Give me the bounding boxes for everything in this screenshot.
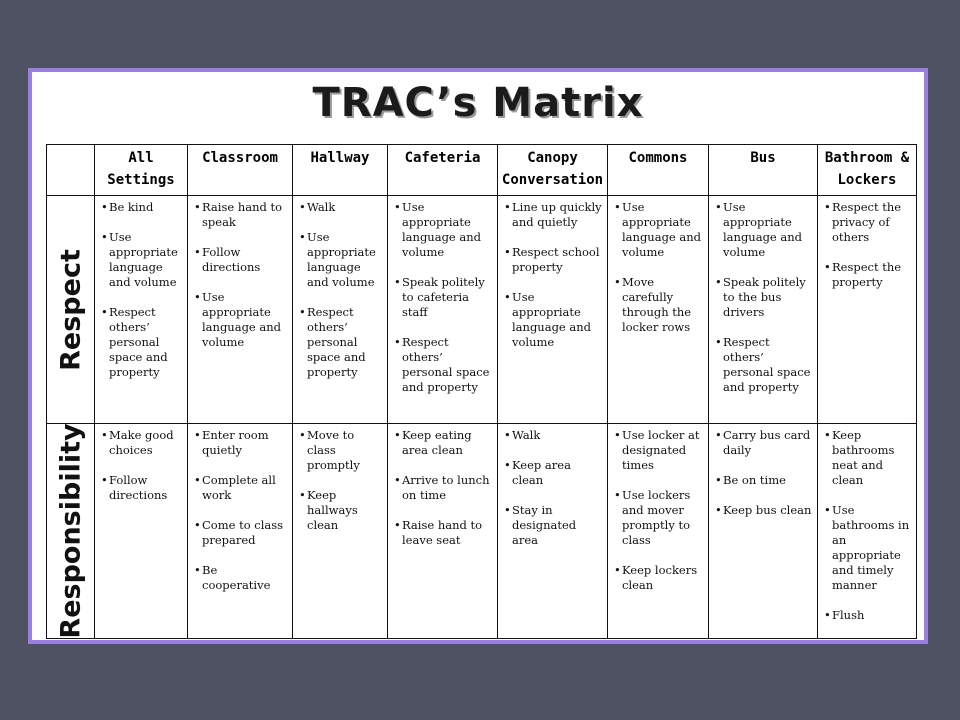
bullet-item: • Move carefully through the locker rows	[614, 275, 704, 335]
bullet-item: • Keep area clean	[504, 458, 603, 488]
col-header-commons: Commons	[608, 145, 709, 196]
bullet-item: • Follow directions	[194, 245, 288, 275]
bullet-item: • Speak politely to the bus drivers	[715, 275, 813, 320]
matrix-cell	[608, 196, 709, 424]
bullet-item: • Use lockers and mover promptly to class	[614, 488, 704, 548]
matrix-cell	[388, 424, 498, 639]
bullet-item: • Use appropriate language and volume	[504, 290, 603, 350]
slide-frame	[28, 68, 928, 644]
bullet-list	[614, 428, 704, 593]
bullet-list	[299, 428, 383, 533]
bullet-item: • Complete all work	[194, 473, 288, 503]
bullet-item: • Carry bus card daily	[715, 428, 813, 458]
bullet-item: • Use bathrooms in an appropriate and timely manner	[824, 503, 912, 593]
bullet-item: • Be kind	[101, 200, 183, 215]
bullet-item: • Use appropriate language and volume	[101, 230, 183, 290]
bullet-list	[194, 428, 288, 593]
row-header	[47, 196, 95, 424]
bullet-item: • Be cooperative	[194, 563, 288, 593]
row-header	[47, 424, 95, 639]
bullet-item: • Keep hallways clean	[299, 488, 383, 533]
matrix-row-responsibility	[47, 424, 917, 639]
matrix-title: TRAC’s Matrix	[312, 80, 644, 126]
bullet-item: • Respect others’ personal space and property	[101, 305, 183, 380]
bullet-list	[101, 428, 183, 503]
bullet-list	[394, 428, 493, 548]
bullet-item: • Keep lockers clean	[614, 563, 704, 593]
matrix-cell	[388, 196, 498, 424]
bullet-item: • Come to class prepared	[194, 518, 288, 548]
matrix-cell	[818, 424, 917, 639]
bullet-item: • Use locker at designated times	[614, 428, 704, 473]
bullet-item: • Make good choices	[101, 428, 183, 458]
bullet-list	[504, 428, 603, 548]
bullet-item: • Raise hand to speak	[194, 200, 288, 230]
col-header-all-settings: All Settings	[95, 145, 188, 196]
col-header-bathroom-lockers: Bathroom & Lockers	[818, 145, 917, 196]
matrix-cell	[95, 196, 188, 424]
bullet-item: • Respect the privacy of others	[824, 200, 912, 245]
bullet-item: • Respect others’ personal space and property	[715, 335, 813, 395]
matrix-cell	[709, 424, 818, 639]
bullet-item: • Respect school property	[504, 245, 603, 275]
matrix-cell	[188, 196, 293, 424]
matrix-cell	[293, 424, 388, 639]
bullet-list	[299, 200, 383, 380]
bullet-list	[194, 200, 288, 350]
bullet-list	[824, 200, 912, 290]
bullet-item: • Keep eating area clean	[394, 428, 493, 458]
bullet-item: • Move to class promptly	[299, 428, 383, 473]
bullet-list	[101, 200, 183, 380]
bullet-item: • Use appropriate language and volume	[394, 200, 493, 260]
bullet-list	[715, 428, 813, 518]
bullet-item: • Keep bus clean	[715, 503, 813, 518]
bullet-list	[614, 200, 704, 335]
bullet-item: • Be on time	[715, 473, 813, 488]
bullet-item: • Respect others’ personal space and property	[299, 305, 383, 380]
col-header-classroom: Classroom	[188, 145, 293, 196]
bullet-item: • Raise hand to leave seat	[394, 518, 493, 548]
bullet-list	[394, 200, 493, 395]
bullet-item: • Speak politely to cafeteria staff	[394, 275, 493, 320]
bullet-item: • Line up quickly and quietly	[504, 200, 603, 230]
matrix-cell	[818, 196, 917, 424]
matrix-cell	[709, 196, 818, 424]
behavior-matrix-table	[46, 144, 917, 639]
matrix-row-respect	[47, 196, 917, 424]
bullet-list	[715, 200, 813, 395]
matrix-cell	[498, 424, 608, 639]
bullet-item: • Keep bathrooms neat and clean	[824, 428, 912, 488]
bullet-item: • Follow directions	[101, 473, 183, 503]
bullet-item: • Respect the property	[824, 260, 912, 290]
bullet-list	[824, 428, 912, 623]
row-label: Responsibility	[55, 423, 86, 639]
bullet-item: • Arrive to lunch on time	[394, 473, 493, 503]
bullet-item: • Use appropriate language and volume	[194, 290, 288, 350]
bullet-item: • Walk	[299, 200, 383, 215]
col-header-hallway: Hallway	[293, 145, 388, 196]
bullet-item: • Respect others’ personal space and property	[394, 335, 493, 395]
matrix-cell	[498, 196, 608, 424]
matrix-cell	[95, 424, 188, 639]
bullet-item: • Stay in designated area	[504, 503, 603, 548]
bullet-item: • Walk	[504, 428, 603, 443]
bullet-list	[504, 200, 603, 350]
matrix-cell	[608, 424, 709, 639]
bullet-item: • Use appropriate language and volume	[715, 200, 813, 260]
col-header-bus: Bus	[709, 145, 818, 196]
header-row	[47, 145, 917, 196]
matrix-cell	[293, 196, 388, 424]
col-header-canopy-conversation: Canopy Conversation	[498, 145, 608, 196]
corner-cell	[47, 145, 95, 196]
bullet-item: • Use appropriate language and volume	[299, 230, 383, 290]
row-label: Respect	[55, 248, 86, 371]
bullet-item: • Flush	[824, 608, 912, 623]
col-header-cafeteria: Cafeteria	[388, 145, 498, 196]
bullet-item: • Enter room quietly	[194, 428, 288, 458]
bullet-item: • Use appropriate language and volume	[614, 200, 704, 260]
matrix-cell	[188, 424, 293, 639]
